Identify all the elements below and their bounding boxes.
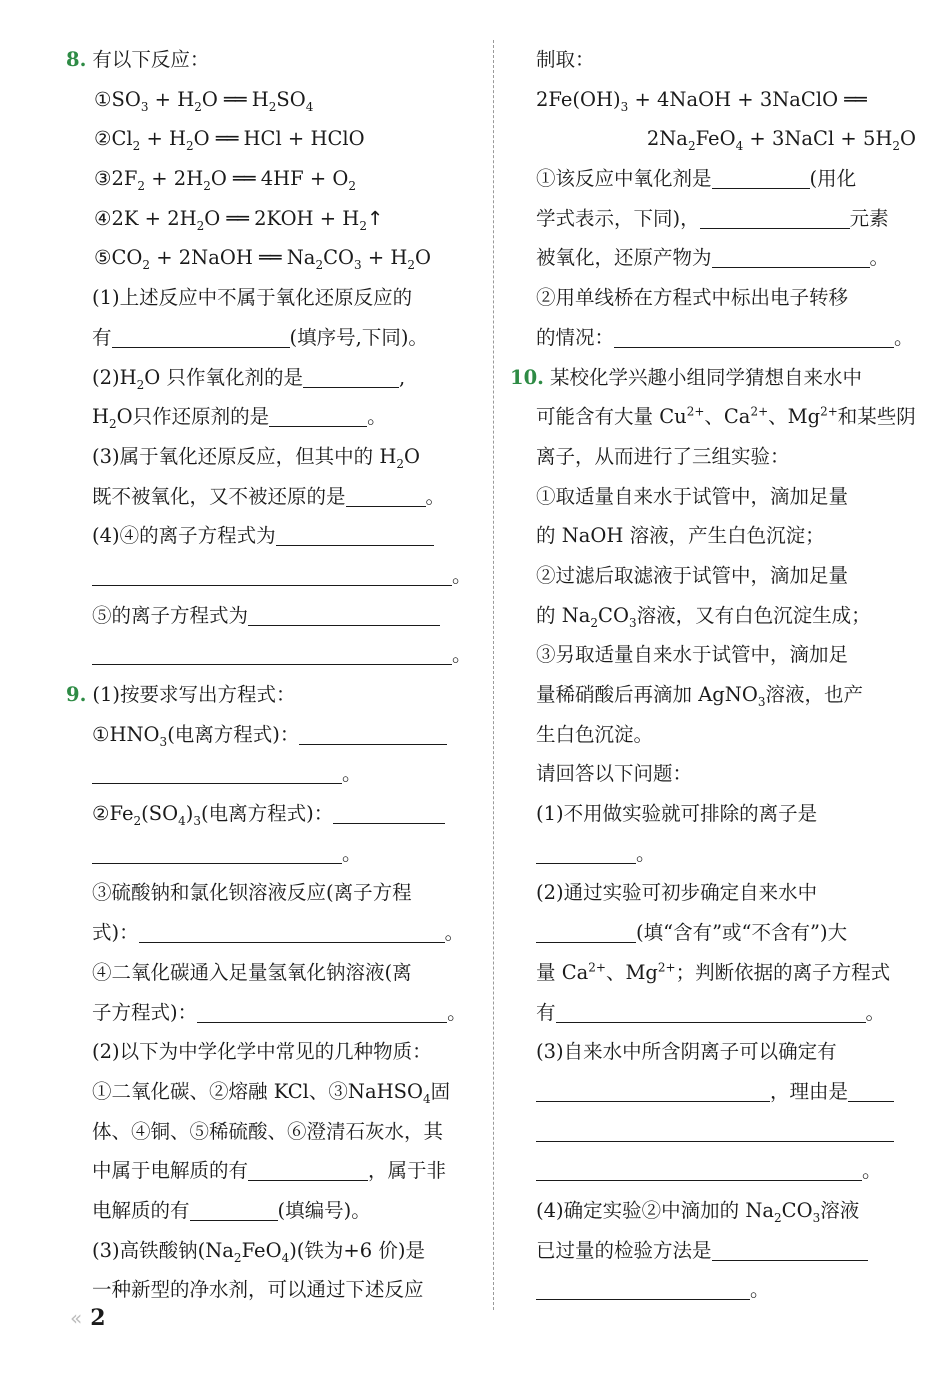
answer-blank[interactable]: [92, 839, 342, 864]
q8-part2-line1: $(2)H_2O$ 只作氧化剂的是 ,: [66, 358, 478, 398]
answer-blank[interactable]: [299, 720, 447, 745]
answer-blank[interactable]: [712, 243, 870, 268]
answer-blank[interactable]: [614, 323, 894, 348]
q9-item-c-line1: ③硫酸钠和氯化钡溶液反应(离子方程: [92, 881, 412, 905]
q9-part3-line3: 制取：: [536, 48, 595, 71]
q9-part2-line3: 体、④铜、⑤稀硫酸、⑥澄清石灰水，其: [92, 1119, 444, 1143]
equals-sign-icon: ══: [844, 87, 866, 111]
q9-part2-line4: 中属于电解质的有 ，属于非: [66, 1151, 478, 1191]
q9-intro: 9. (1)按要求写出方程式：: [66, 683, 296, 706]
answer-blank[interactable]: [139, 918, 445, 943]
q10-line2: 可能含有大量 $Cu^{2+}$、$Ca^{2+}$、$Mg^{2+}$和某些阴: [536, 404, 916, 429]
q10-part4-line3: 。: [510, 1270, 920, 1310]
q9-item-a: $①HNO_3$(电离方程式)：: [66, 715, 478, 755]
answer-blank[interactable]: [269, 402, 367, 427]
answer-blank[interactable]: [536, 1117, 894, 1142]
q10-part4-line2: 已过量的检验方法是: [510, 1231, 920, 1271]
equals-sign-icon: ══: [226, 206, 248, 230]
q10-exp3-line2: 量稀硝酸后再滴加 AgNO$_3$溶液，也产: [536, 683, 863, 709]
q8-part1-line1: (1)上述反应中不属于氧化还原反应的: [92, 286, 413, 310]
q8-part4-line4: 。: [66, 635, 478, 675]
column-divider: [493, 40, 494, 1310]
answer-blank[interactable]: [700, 204, 850, 229]
q8-part4-line3: ⑤的离子方程式为: [66, 596, 478, 636]
q10-exp3-line1: ③另取适量自来水于试管中，滴加足: [536, 643, 849, 667]
answer-blank[interactable]: [556, 998, 866, 1023]
answer-blank[interactable]: [303, 363, 399, 388]
q9-part2-line5: 电解质的有 (填编号)。: [66, 1191, 478, 1231]
q8-part1-line2: 有 (填序号,下同)。: [66, 318, 478, 358]
q9-sub1-line2: 学式表示，下同)， 元素: [510, 199, 920, 239]
right-column: [510, 40, 920, 1310]
q10-exp3-line3: 生白色沉淀。: [536, 722, 654, 746]
q10-part2-line2: (填“含有”或“不含有”)大: [510, 913, 920, 953]
q9-sub2-line1: ②用单线桥在方程式中标出电子转移: [536, 286, 849, 310]
answer-blank[interactable]: [92, 561, 452, 586]
q8-part2-line2: $H_2O$只作还原剂的是 。: [66, 397, 478, 437]
q8-part4-line1: (4)④的离子方程式为: [66, 516, 478, 556]
q10-exp2-line2: 的 $Na_2CO_3$溶液，又有白色沉淀生成；: [536, 603, 871, 630]
q9-part3-line1: (3)高铁酸钠$(Na_2FeO_4)$(铁为+6 价)是: [92, 1238, 425, 1265]
q10-part2-line4: 有 。: [510, 993, 920, 1033]
answer-blank[interactable]: [248, 601, 440, 626]
q8-part3-line1: (3)属于氧化还原反应，但其中的 $H_2O$: [92, 444, 420, 471]
q8-part3-line2: 既不被氧化，又不被还原的是 。: [66, 477, 478, 517]
q8-reaction-1: $①SO_3 + H_2O$ ══ $H_2SO_4$: [94, 87, 314, 114]
equals-sign-icon: ══: [259, 246, 281, 270]
q10-part2-line3: 量 $Ca^{2+}$、$Mg^{2+}$；判断依据的离子方程式: [536, 960, 891, 984]
answer-blank[interactable]: [536, 918, 636, 943]
answer-blank[interactable]: [112, 323, 290, 348]
q9-item-d-line1: ④二氧化碳通入足量氢氧化钠溶液(离: [92, 960, 412, 984]
left-column: [66, 40, 478, 1310]
q10-part3-line1: (3)自来水中所含阴离子可以确定有: [536, 1040, 837, 1064]
q10-exp2-line1: ②过滤后取滤液于试管中，滴加足量: [536, 563, 849, 587]
chevron-left-icon: «: [70, 1306, 83, 1330]
q10-exp1-line2: 的 NaOH 溶液，产生白色沉淀；: [536, 524, 825, 548]
q10-part1-line2: 。: [510, 834, 920, 874]
answer-blank[interactable]: [346, 482, 426, 507]
q9-part2-line1: (2)以下为中学化学中常见的几种物质：: [92, 1040, 432, 1064]
q10-exp1-line1: ①取适量自来水于试管中，滴加足量: [536, 484, 849, 508]
answer-blank[interactable]: [712, 1236, 868, 1261]
gas-arrow-icon: ↑: [366, 206, 384, 230]
answer-blank[interactable]: [536, 1275, 750, 1300]
q9-sub1-line1: ①该反应中氧化剂是 (用化: [510, 159, 920, 199]
q8-reaction-4: ④2K + $2H_2O$ ══ $2KOH + H_2↑$: [94, 206, 384, 233]
q9-item-a-cont: 。: [66, 754, 478, 794]
q10-part3-line3: [510, 1112, 920, 1152]
q10-line3: 离子，从而进行了三组实验：: [536, 444, 790, 468]
answer-blank[interactable]: [248, 1156, 368, 1181]
q10-ask: 请回答以下问题：: [536, 762, 693, 786]
q9-equation-line2: $2Na_2FeO_4$ + 3NaCl + $5H_2O$: [646, 127, 916, 154]
answer-blank[interactable]: [536, 1156, 862, 1181]
answer-blank[interactable]: [92, 640, 452, 665]
answer-blank[interactable]: [197, 998, 447, 1023]
answer-blank[interactable]: [92, 759, 342, 784]
q9-item-b-cont: 。: [66, 834, 478, 874]
answer-blank[interactable]: [536, 1077, 770, 1102]
q9-part2-line2: ①二氧化碳、②熔融 KCl、③NaHSO$_4$固: [92, 1079, 451, 1106]
equals-sign-icon: ══: [215, 127, 238, 151]
answer-blank[interactable]: [333, 799, 445, 824]
q9-equation-line1: $2Fe(OH)_3$ + 4NaOH + 3NaClO ══: [536, 87, 866, 114]
q9-item-d-line2: 子方程式)： 。: [66, 993, 478, 1033]
answer-blank[interactable]: [276, 521, 434, 546]
q8-reaction-2: $②Cl_2 + H_2O$ ══ HCl + HClO: [94, 127, 365, 154]
answer-blank[interactable]: [536, 839, 636, 864]
equals-sign-icon: ══: [224, 87, 246, 111]
q10-part4-line1: (4)确定实验②中滴加的 $Na_2CO_3$溶液: [536, 1198, 860, 1225]
q9-item-c-line2: 式)： 。: [66, 913, 478, 953]
q9-part3-line2: 一种新型的净水剂，可以通过下述反应: [92, 1278, 424, 1302]
page-footer: [70, 1305, 106, 1331]
q10-part3-line4: 。: [510, 1151, 920, 1191]
q9-item-b: $②Fe_2(SO_4)_3$(电离方程式)：: [66, 794, 478, 834]
q10-part3-line2: ，理由是: [510, 1072, 920, 1112]
answer-blank[interactable]: [848, 1077, 894, 1102]
q8-part4-line2: 。: [66, 556, 478, 596]
q10-line1: 10. 某校化学兴趣小组同学猜想自来水中: [510, 365, 862, 389]
q8-reaction-5: $⑤CO_2$ + 2NaOH ══ $Na_2CO_3 + H_2O$: [94, 246, 432, 273]
q9-sub2-line2: 的情况： 。: [510, 318, 920, 358]
equals-sign-icon: ══: [233, 167, 255, 191]
q8-reaction-3: $③2F_2 + 2H_2O$ ══ $4HF + O_2$: [94, 167, 357, 193]
answer-blank[interactable]: [712, 164, 810, 189]
page-number: 2: [90, 1305, 106, 1331]
q9-sub1-line3: 被氧化，还原产物为 。: [510, 238, 920, 278]
answer-blank[interactable]: [190, 1196, 278, 1221]
q8-intro: 8. 有以下反应：: [66, 48, 210, 71]
q10-part2-line1: (2)通过实验可初步确定自来水中: [536, 881, 818, 905]
q10-part1-line1: (1)不用做实验就可排除的离子是: [536, 802, 818, 826]
